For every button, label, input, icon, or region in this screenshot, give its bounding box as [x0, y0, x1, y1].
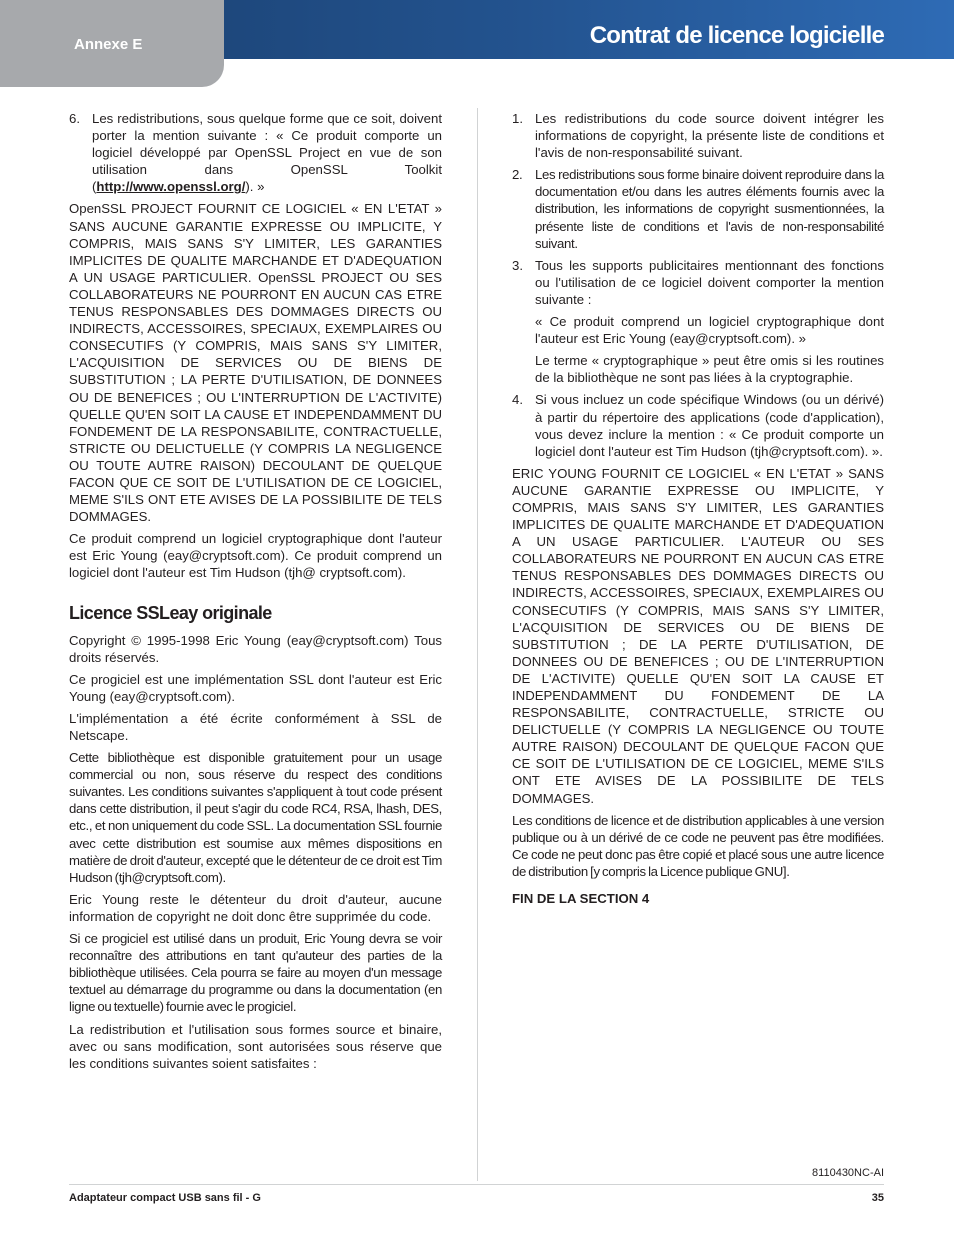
list-item-text: Les redistributions du code source doivent intégrer les informations de copyright, la présente liste de conditions et l'avis de non-responsabilité suivant. [535, 111, 884, 161]
openssl-link[interactable]: http://www.openssl.org/ [96, 179, 246, 195]
appendix-label: Annexe E [74, 36, 143, 53]
list-item-number: 6. [69, 111, 80, 126]
list-item-number: 4. [512, 392, 523, 408]
section-heading: Licence SSLeay originale [69, 602, 272, 623]
list-item [512, 110, 884, 161]
netscape-paragraph: L'implémentation a été écrite conformément à SSL de Netscape. [69, 710, 442, 743]
copyright-holder-paragraph: Eric Young reste le détenteur du droit d'auteur, aucune information de copyright ne doit donc être supprimée du code. [69, 891, 442, 924]
list-item-text: Tous les supports publicitaires mentionnant des fonctions ou l'utilisation de ce logiciel doivent comporter la mention suivante : [535, 257, 884, 307]
library-paragraph: Cette bibliothèque est disponible gratuitement pour un usage commercial ou non, sous réserve du respect des conditions suivantes. Les conditions suivantes s'appliquent à tout code présent dans cette distribution, il peut s'agir du code RC4, RSA, lhash, DES, etc., et non uniquement du code SSL. La documentation SSL fournie avec cette distribution est soumise aux mêmes dispositions en matière de droit d'auteur, excepté que le détenteur de ce droit est Tim Hudson (tjh@cryptsoft.com). [69, 750, 442, 885]
attribution-paragraph: Si ce progiciel est utilisé dans un produit, Eric Young devra se voir reconnaître des attributions en tant qu'auteur des parties de la bibliothèque utilisées. Cela pourra se faire au moyen d'un message textuel au démarrage du programme ou dans la documentation (en ligne ou textuelle) fournie avec le progiciel. [69, 931, 442, 1015]
crypto-notice: Ce produit comprend un logiciel cryptographique dont l'auteur est Eric Young (eay@cryptsoft.com). Ce produit comprend un logiciel dont l'auteur est Tim Hudson (tjh@ cryptsoft.com). [69, 531, 442, 581]
copyright-paragraph: Copyright © 1995-1998 Eric Young (eay@cryptsoft.com) Tous droits réservés. [69, 632, 442, 665]
list-item-text: Les redistributions sous forme binaire doivent reproduire dans la documentation et/ou dans les autres éléments fournis avec la distribution, les informations de copyright susmentionnées, la présente liste de conditions et l'avis de non-responsabilité suivant. [535, 167, 884, 251]
list-item-text-end: ). » [245, 179, 265, 195]
list-item [69, 110, 442, 195]
end-of-section: FIN DE LA SECTION 4 [512, 891, 650, 907]
license-conditions-paragraph: Les conditions de licence et de distribution applicables à une version publique ou à un dérivé de ce code ne peuvent pas être modifiées. Ce code ne peut donc pas être copié et placé sous une autre licence de distribution [y compris la Licence publique GNU]. [512, 812, 884, 879]
implementation-paragraph: Ce progiciel est une implémentation SSL dont l'auteur est Eric Young (eay@cryptsoft.com). [69, 671, 442, 704]
list-item-number: 3. [512, 257, 523, 273]
list-item-text: Les redistributions, sous quelque forme que ce soit, doivent porter la mention suivante : « Ce produit comporte un logiciel développé par OpenSSL Project en vue de son utilisation dans OpenSSL Toolkit ( [92, 111, 442, 195]
list-item [512, 391, 884, 459]
page-title: Contrat de licence logicielle [589, 22, 884, 49]
column-divider [477, 108, 478, 1181]
eric-young-disclaimer: ERIC YOUNG FOURNIT CE LOGICIEL « EN L'ETAT » SANS AUCUNE GARANTIE EXPRESSE OU IMPLICITE, Y COMPRIS, MAIS SANS S'Y LIMITER, LES GARANTIES IMPLICITES DE QUALITE MARCHANDE ET D'ADEQUATION A UN USAGE PARTICULIER. L'AUTEUR OU SES COLLABORATEURS NE POURRONT EN AUCUN CAS ETRE TENUS RESPONSABLES DES DOMMAGES DIRECTS OU INDIRECTS, ACCESSOIRES, SPECIAUX, EXEMPLAIRES OU CONSECUTIFS (Y COMPRIS, MAIS SANS S'Y LIMITER, L'ACQUISITION DE SERVICES OU DE BIENS DE SUBSTITUTION ; DE LA PERTE D'UTILISATION, DE DONNEES OU DE BENEFICES ; OU DE L'INTERRUPTION DE L'ACTIVITE) QUELLE QU'EN SOIT LA CAUSE ET INDEPENDAMMENT DU FONDEMENT DE LA RESPONSABILITE, CONTRACTUELLE, STRICTE OU DELICTUELLE (Y COMPRIS LA NEGLIGENCE OU TOUTE AUTRE RAISON) DECOULANT DE QUELQUE FACON QUE CE SOIT DE L'UTILISATION DE CE LOGICIEL, MEME S'ILS ONT ETE AVISES DE LA POSSIBILITE DE TELS DOMMAGES. [512, 465, 884, 806]
openssl-disclaimer: OpenSSL PROJECT FOURNIT CE LOGICIEL « EN L'ETAT » SANS AUCUNE GARANTIE EXPRESSE OU IMPLICITE, Y COMPRIS, MAIS SANS S'Y LIMITER, LES GARANTIES IMPLICITES DE QUALITE MARCHANDE ET D'ADEQUATION A UN USAGE PARTICULIER. OpenSSL PROJECT OU SES COLLABORATEURS NE POURRONT EN AUCUN CAS ETRE TENUS RESPONSABLES DES DOMMAGES DIRECTS OU INDIRECTS, ACCESSOIRES, SPECIAUX, EXEMPLAIRES OU CONSECUTIFS (Y COMPRIS, MAIS SANS S'Y LIMITER, L'ACQUISITION DE SERVICES OU DE BIENS DE SUBSTITUTION ; LA PERTE D'UTILISATION, DE DONNEES OU DE BENEFICES ; OU L'INTERRUPTION DE L'ACTIVITE) QUELLE QU'EN SOIT LA CAUSE ET INDEPENDAMMENT DU FONDEMENT DE LA RESPONSABILITE, CONTRACTUELLE, STRICTE OU DELICTUELLE (Y COMPRIS LA NEGLIGENCE OU TOUTE AUTRE RAISON) DECOULANT DE QUELQUE FACON QUE CE SOIT DE L'UTILISATION DE CE LOGICIEL, MEME S'ILS ONT ETE AVISES DE LA POSSIBILITE DE TELS DOMMAGES. [69, 201, 442, 525]
list-item-number: 2. [512, 167, 523, 183]
crypto-quote: « Ce produit comprend un logiciel cryptographique dont l'auteur est Eric Young (eay@cryptsoft.com). » [535, 314, 884, 347]
part-number: 8110430NC-AI [812, 1167, 884, 1179]
list-item [512, 166, 884, 251]
list-item [512, 257, 884, 308]
footer-product-name: Adaptateur compact USB sans fil - G [69, 1192, 261, 1204]
crypto-term-note: Le terme « cryptographique » peut être omis si les routines de la bibliothèque ne sont pas liées à la cryptographie. [535, 353, 884, 386]
page-number: 35 [871, 1192, 884, 1204]
appendix-tab [0, 0, 224, 87]
redistribution-paragraph: La redistribution et l'utilisation sous formes source et binaire, avec ou sans modification, sont autorisées sous réserve que les conditions suivantes soient satisfaites : [69, 1021, 442, 1071]
list-item-number: 1. [512, 111, 523, 126]
list-item-text: Si vous incluez un code spécifique Windows (ou un dérivé) à partir du répertoire des applications (code d'application), vous devez inclure la mention : « Ce produit comporte un logiciel dont l'auteur est Tim Hudson (tjh@cryptsoft.com). ». [535, 392, 884, 459]
right-column [512, 110, 884, 912]
left-column [69, 110, 442, 1077]
footer-divider [69, 1184, 884, 1185]
